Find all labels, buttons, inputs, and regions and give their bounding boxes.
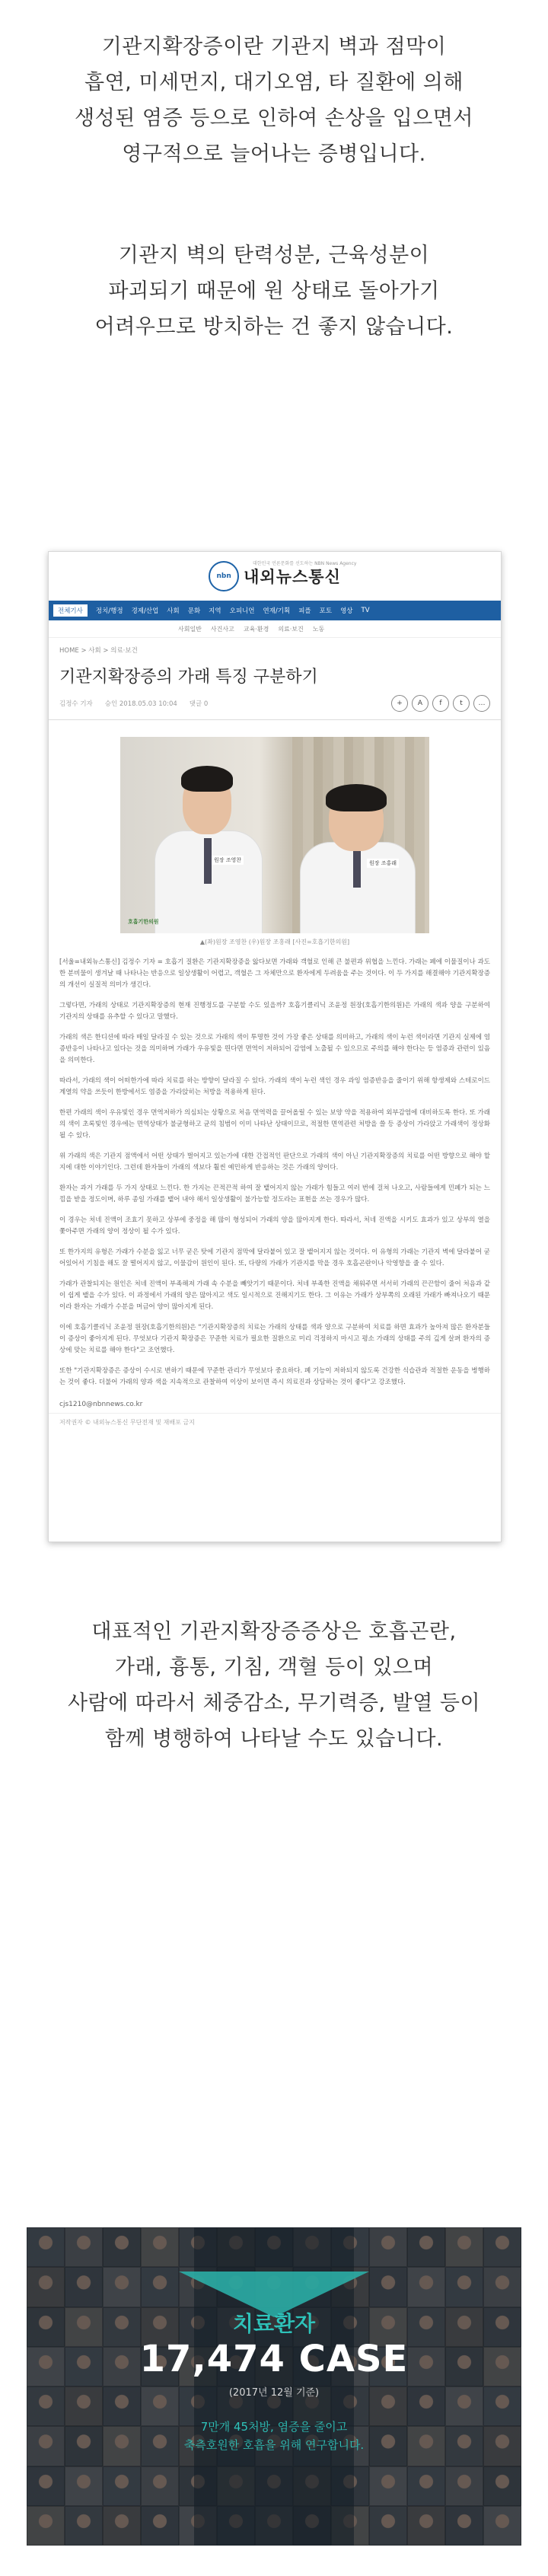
news-navbar (49, 601, 501, 620)
article-paragraph: 한편 가래의 색이 우유빛인 경우 면역저하가 의심되는 상황으로 처음 면역력을 끌어올릴 수 있는 보양 약을 적용하여 외부감염에 대비하도록 한다. 또 가래의 색이 초록빛인 경우에는 면역상태가 불균형하고 균의 침범이 이미 나타난 상태이므로, 적절한 면역관련 처방을 쓸 등 증상이 가라앉고 가래색이 정상화될 수 있다. (59, 1109, 490, 1140)
nav-item[interactable]: 오피니언 (229, 607, 255, 615)
doctor-right-figure (300, 783, 414, 933)
intro-line: 흡연, 미세먼지, 대기오염, 타 질환에 의해 (84, 71, 464, 94)
article-paragraph: 그렇다면, 가래의 상태로 기관지확장증의 현재 진행정도를 구분할 수도 있을까? 호흡기클리닉 조윤정 원장(호흡기한의원)은 가래의 색과 양을 구분하여 기관지의 상태를 유추할 수 있다고 말했다. (59, 1002, 490, 1021)
article-paragraph: 또 한가지의 유형은 가래가 수분을 잃고 너무 굳은 탓에 기관지 점막에 달라붙어 있고 잘 뱉어지지 않는 것이다. 이 유형의 가래는 기관지 벽에 달라붙어 굳어있어서 기침을 해도 잘 떨어지지 않고, 이물감이 원인이 된다. 또, 다량의 가래가 기관지를 막을 경우 호흡곤란이나 악영향을 줄 수 있다. (59, 1248, 490, 1267)
comment-count[interactable]: 댓글 0 (189, 700, 209, 708)
nav-item[interactable]: 영상 (340, 607, 353, 615)
photo-caption: ▲(좌)원장 조영찬 (우)원장 조홍래 [사진=호흡기한의원] (199, 939, 350, 945)
nav-item[interactable]: TV (361, 607, 370, 614)
article-paragraph: 가래가 관찰되지는 원인은 처네 진액이 부족해져 가래 속 수분을 빼앗기기 때문이다. 처네 부족한 진액을 채워주면 서서히 가래의 끈끈함이 줄어 처음과 같이 쉽게 뱉을 수가 있다. 이 과정에서 가래의 양은 많아지고 색도 일시적으로 진해지기도 한다. 그 이유는 가래가 상부쪽의 오래된 가래가 빠져나오기 때문이라 환자는 가래가 수분을 머금어 양이 많아지게 된다. (59, 1280, 490, 1311)
banner-label: 치료환자 (232, 2311, 316, 2336)
article-tools (387, 695, 490, 712)
article-meta (49, 692, 501, 720)
symptoms-line: 사람에 따라서 체중감소, 무기력증, 발열 등이 (67, 1691, 481, 1715)
symptoms-line: 대표적인 기관지확장증증상은 호흡곤란, (91, 1620, 457, 1643)
subnav-item[interactable]: 사건사고 (210, 625, 234, 633)
reporter-email[interactable]: cjs1210@nbnnews.co.kr (59, 1401, 143, 1408)
clinic-logo: 호흡기한의원 (128, 919, 159, 925)
news-subnav (49, 620, 501, 638)
intro2-line: 기관지 벽의 탄력성분, 근육성분이 (118, 244, 430, 267)
banner-sub-line: 7만개 45처방, 염증을 줄이고 (200, 2420, 348, 2434)
count-date: (2017년 12월 기준) (228, 2387, 320, 2399)
article-paragraph: 이 경우는 처네 진액이 조효기 못하고 상부에 중정을 해 많이 형성되어 가래의 양을 많아지게 한다. 따라서, 처네 진액을 시키도 효과가 있고 상부의 열을 쫓아주면 가래의 양이 정상이 될 수가 있다. (59, 1216, 490, 1235)
intro-line: 기관지확장증이란 기관지 벽과 점막이 (101, 35, 447, 59)
article-photo (120, 737, 429, 933)
print-icon[interactable]: A (412, 695, 429, 712)
patient-count: 17,474 CASE (139, 2338, 409, 2380)
nav-item[interactable]: 정치/행정 (95, 607, 123, 615)
more-share-icon[interactable]: … (473, 695, 490, 712)
intro2-line: 어려우므로 방치하는 건 좋지 않습니다. (94, 315, 454, 339)
nav-item[interactable]: 지역 (209, 607, 221, 615)
article-paragraph: [서울=내외뉴스통신] 김정수 기자 = 호흡기 질환은 기관지확장증을 앓다보면 가래와 객혈로 인해 큰 불편과 위협을 느낀다. 가래는 폐에 이물질이나 과도한 분비물이 생겨날 때 나타나는 반응으로 일상생활이 어렵고, 객혈은 그 자체만으로 환자에게 두려움을 주는 것이다. 이 두 가지를 해결해야 기관지확장증의 개선이 실질적 의미가 생긴다. (59, 958, 490, 989)
article-paragraph: 가래의 색은 한디션에 따라 매일 달라질 수 있는 것으로 가래의 색이 투명한 것이 가장 좋은 상태를 의미하고, 가래의 색이 누런 색이라면 기관지 실제에 염증반응이 나타나고 있다는 것을 의미하며 가래가 우유빛을 띈다면 면역이 저하되어 감염에 노출될 수 있으므로 주의를 해야 한다는 등 염증과 관련이 있음을 의미한다. (59, 1034, 490, 1064)
nav-item[interactable]: 문화 (187, 607, 201, 615)
nav-item[interactable]: 경제/산업 (131, 607, 159, 615)
subnav-item[interactable]: 노동 (312, 625, 325, 633)
symptoms-line: 가래, 흉통, 기침, 객혈 등이 있으며 (114, 1656, 434, 1679)
subnav-item[interactable]: 교육·환경 (243, 625, 269, 633)
facebook-share-icon[interactable]: f (432, 695, 449, 712)
article-paragraph: 이에 호흡기클리닉 조윤정 원장(호흡기한의원)은 "기관지확장증의 치료는 가래의 상태를 색과 양으로 구분하여 치료를 하면 효과가 높아져 많은 환자분들이 증상이 좋아지게 된다. 무엇보다 기관지 확장증은 꾸준한 치료가 필요한 질환으로 미리 걱정하지 마시고 평소 가래의 상태를 주의 깊게 살펴 환자의 증상에 맞는 치료를 해야 한다"고 조언했다. (59, 1324, 490, 1354)
intro-line: 영구적으로 늘어나는 증병입니다. (122, 142, 426, 166)
nav-item[interactable]: 연재/기획 (263, 607, 291, 615)
nav-item[interactable]: 포토 (319, 607, 333, 615)
publish-date: 승인 2018.05.03 10:04 (104, 700, 177, 708)
subnav-item[interactable]: 사회일반 (178, 625, 202, 633)
symptoms-text (0, 1614, 548, 1757)
reporter-name: 김정수 기자 (59, 700, 93, 708)
subnav-item[interactable]: 의료·보건 (278, 625, 304, 633)
intro-text (0, 29, 548, 172)
article-paragraph: 위 가래의 색은 기관지 점액에서 어떤 상태가 벌어지고 있는가에 대한 간접적인 판단으로 가래의 색이 아닌 기관지확장증의 치료를 어떤 방향으로 해야 할지에 대한 이야기인다. 그런데 환자들이 가래의 색보다 훨씬 예민하게 반응하는 것은 가래의 양이다. (59, 1153, 490, 1172)
twitter-share-icon[interactable]: t (453, 695, 470, 712)
doctor-name-badge: 원장 조홍래 (367, 859, 399, 868)
article-headline: 기관지확장증의 가래 특징 구분하기 (59, 668, 318, 687)
intro-line: 생성된 염증 등으로 인하여 손상을 입으면서 (75, 107, 473, 130)
nav-item[interactable]: 전체기사 (53, 604, 88, 617)
article-body (49, 957, 501, 1388)
nav-item[interactable]: 사회 (167, 607, 180, 615)
banner-subtext (27, 2418, 521, 2454)
nav-item[interactable]: 피플 (298, 607, 311, 615)
breadcrumb: HOME > 사회 > 의료·보건 (59, 647, 138, 655)
news-logo-text: 내외뉴스통신 (244, 568, 341, 586)
copyright-notice: 저작권자 © 내외뉴스통신 무단전재 및 재배포 금지 (49, 1413, 501, 1431)
intro-text-2 (0, 238, 548, 345)
symptoms-line: 함께 병행하여 나타날 수도 있습니다. (104, 1727, 444, 1751)
banner-sub-line: 축측호원한 호흡을 위해 연구합니다. (183, 2438, 365, 2452)
doctor-left-figure (151, 758, 265, 933)
treatment-stats-banner (27, 2227, 521, 2546)
news-logo-icon: nbn (209, 561, 239, 591)
font-size-icon[interactable]: + (391, 695, 408, 712)
news-article-screenshot (48, 551, 502, 1542)
article-paragraph: 따라서, 가래의 색이 어떠한가에 따라 치료를 하는 방향이 달라질 수 있다. 가래의 색이 누런 색인 경우 과잉 염증반응을 줄이기 위해 항생제와 스테로이드 계열의 약을 쓰듯이 한방에서도 염증을 가라앉히는 처방을 적용하게 된다. (59, 1077, 490, 1096)
intro2-line: 파괴되기 때문에 원 상태로 돌아가기 (108, 279, 440, 303)
news-masthead[interactable] (49, 552, 501, 601)
article-paragraph: 또한 "기관지확장증은 증상이 수시로 변하기 때문에 꾸준한 관리가 무엇보다 중요하다. 폐 기능이 저하되지 않도록 건강한 식습관과 적절한 운동을 병행하는 것이 좋다. 더불어 가래의 양과 색을 지속적으로 관찰하여 이상이 보이면 즉시 의료진과 상담하는 것이 좋다"고 강조했다. (59, 1367, 490, 1386)
doctor-name-badge: 원장 조영찬 (212, 856, 244, 865)
logo-subtitle: 대한민국 언론문화를 선도하는 NBN News Agency (253, 561, 357, 566)
article-paragraph: 환자는 과거 가래를 두 가지 상태로 느낀다. 한 가지는 끈적끈적 하여 잘 뱉어지지 않는 가래가 힘들고 여러 번에 걸쳐 나오고, 사람들에게 민폐가 되는 느낌을 받을 정도이며, 하루 종일 가래를 뱉어 내야 해서 일상생활이 불가능할 정도라는 표현을 쓰는 경우가 많다. (59, 1184, 490, 1204)
